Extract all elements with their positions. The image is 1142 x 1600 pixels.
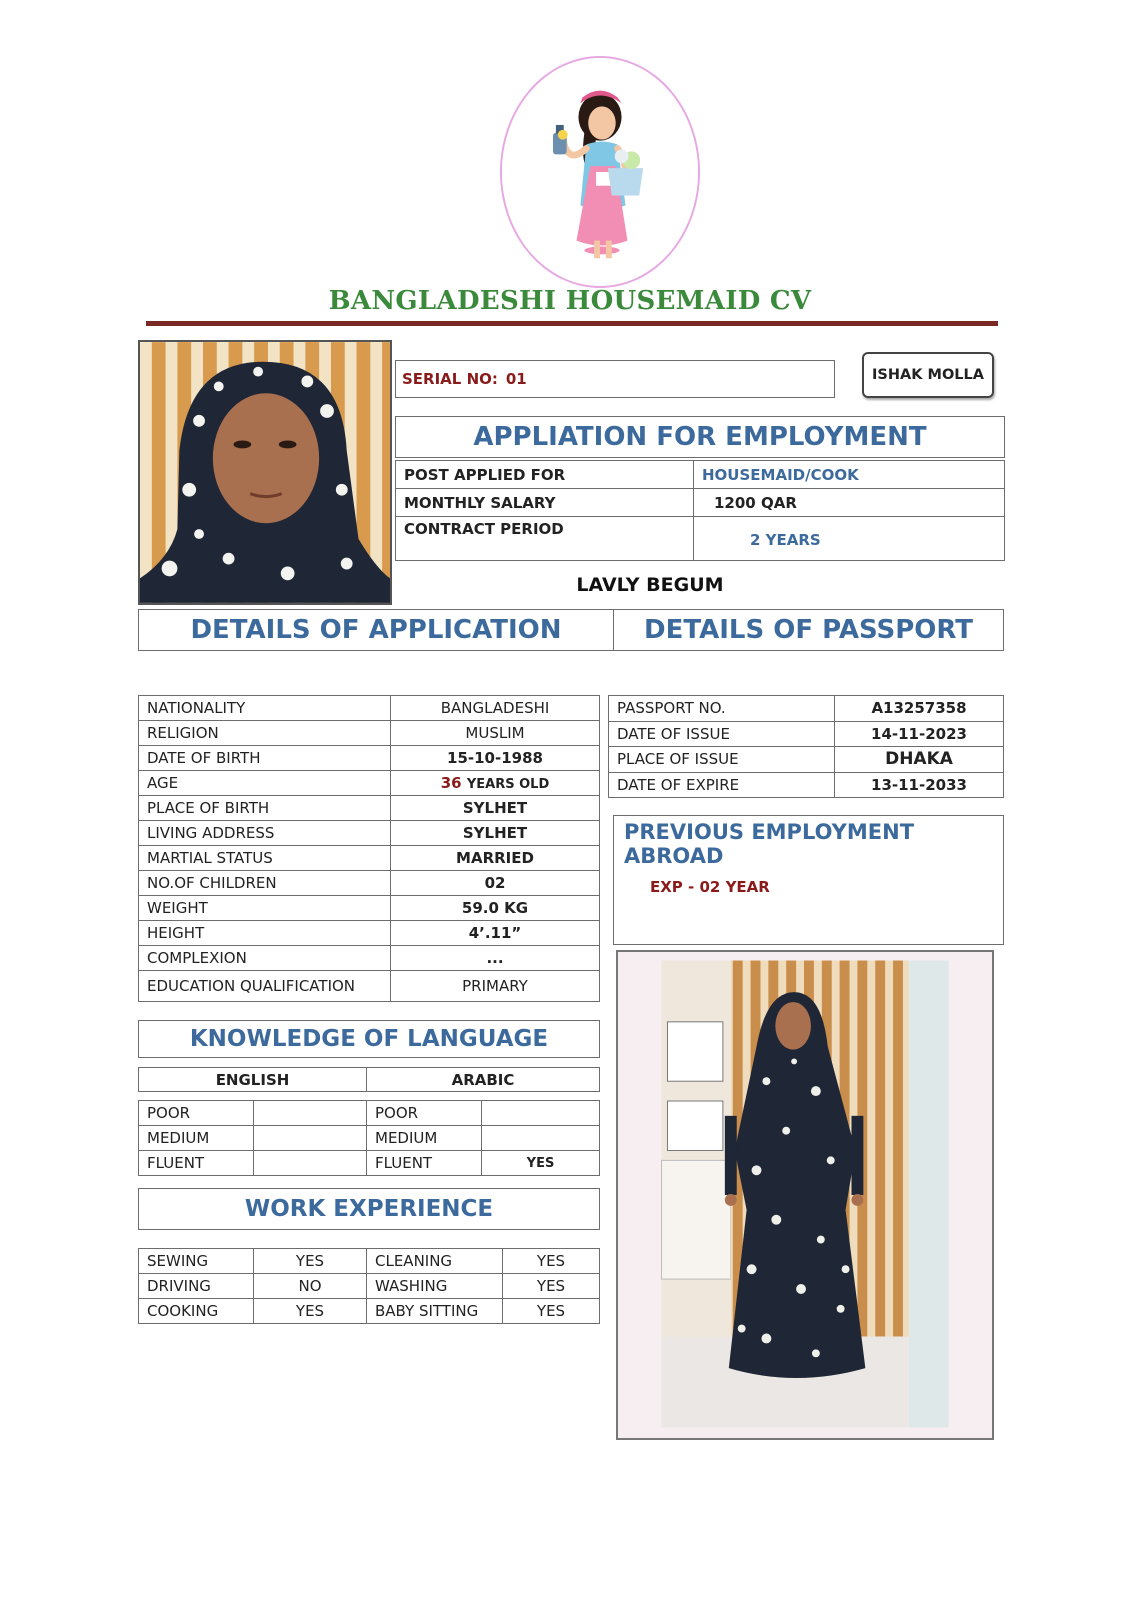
language-levels-table [138, 1100, 600, 1176]
religion-value: MUSLIM [391, 721, 600, 746]
cooking-value: YES [254, 1299, 367, 1324]
place-of-issue-label: PLACE OF ISSUE [609, 747, 835, 773]
education-value: PRIMARY [391, 971, 600, 1002]
sewing-label: SEWING [139, 1249, 254, 1274]
english-poor-label: POOR [139, 1101, 254, 1126]
document-title: BANGLADESHI HOUSEMAID CV [328, 286, 812, 316]
title-divider [146, 321, 998, 326]
age-unit: YEARS OLD [466, 777, 550, 792]
table-row [139, 846, 600, 871]
height-value: 4’.11” [391, 921, 600, 946]
marital-status-label: MARTIAL STATUS [139, 846, 391, 871]
date-of-expire-value: 13-11-2033 [835, 772, 1004, 798]
place-of-birth-label: PLACE OF BIRTH [139, 796, 391, 821]
serial-value: 01 [505, 370, 527, 388]
washing-value: YES [503, 1274, 600, 1299]
table-row [139, 1101, 600, 1126]
arabic-poor-label: POOR [367, 1101, 482, 1126]
post-applied-value: HOUSEMAID/COOK [694, 461, 1005, 489]
date-of-expire-label: DATE OF EXPIRE [609, 772, 835, 798]
nationality-value: BANGLADESHI [391, 696, 600, 721]
dob-label: DATE OF BIRTH [139, 746, 391, 771]
passport-details-table [608, 695, 1004, 798]
passport-no-value: A13257358 [835, 696, 1004, 722]
table-row [139, 1126, 600, 1151]
arabic-medium-value [482, 1126, 600, 1151]
table-row [139, 771, 600, 796]
details-of-application-heading: DETAILS OF APPLICATION [138, 609, 614, 651]
table-row [139, 871, 600, 896]
place-of-birth-value: SYLHET [391, 796, 600, 821]
application-heading: APPLIATION FOR EMPLOYMENT [395, 416, 1005, 458]
complexion-label: COMPLEXION [139, 946, 391, 971]
english-fluent-label: FLUENT [139, 1151, 254, 1176]
arabic-fluent-value: YES [482, 1151, 600, 1176]
children-value: 02 [391, 871, 600, 896]
age-value [391, 771, 600, 796]
previous-employment-box [613, 815, 1004, 945]
table-row [139, 796, 600, 821]
table-row [139, 896, 600, 921]
table-row [139, 971, 600, 1002]
sewing-value: YES [254, 1249, 367, 1274]
table-row [396, 461, 1005, 489]
table-row [139, 746, 600, 771]
english-fluent-value [254, 1151, 367, 1176]
personal-details-table [138, 695, 600, 1002]
previous-employment-heading: PREVIOUS EMPLOYMENT ABROAD [624, 820, 915, 868]
monthly-salary-label: MONTHLY SALARY [396, 489, 694, 517]
contract-period-value: 2 YEARS [694, 517, 1005, 561]
dob-value: 15-10-1988 [391, 746, 600, 771]
driving-label: DRIVING [139, 1274, 254, 1299]
language-heading: KNOWLEDGE OF LANGUAGE [138, 1020, 600, 1058]
baby-sitting-value: YES [503, 1299, 600, 1324]
arabic-fluent-label: FLUENT [367, 1151, 482, 1176]
english-medium-value [254, 1126, 367, 1151]
children-label: NO.OF CHILDREN [139, 871, 391, 896]
housemaid-cleaning-icon [500, 56, 700, 288]
serial-number-box [395, 360, 835, 398]
table-row [139, 696, 600, 721]
candidate-portrait-photo [138, 340, 392, 605]
language-columns-table [138, 1067, 600, 1092]
english-poor-value [254, 1101, 367, 1126]
table-row [139, 921, 600, 946]
weight-value: 59.0 KG [391, 896, 600, 921]
candidate-full-photo [616, 950, 994, 1440]
table-row [396, 517, 1005, 561]
previous-employment-value: EXP - 02 YEAR [650, 878, 770, 896]
religion-label: RELIGION [139, 721, 391, 746]
arabic-medium-label: MEDIUM [367, 1126, 482, 1151]
place-of-issue-value: DHAKA [835, 747, 1004, 773]
table-row [139, 1068, 600, 1092]
arabic-column-header: ARABIC [367, 1068, 600, 1092]
table-row [609, 772, 1004, 798]
age-number: 36 [440, 774, 462, 792]
living-address-label: LIVING ADDRESS [139, 821, 391, 846]
table-row [139, 721, 600, 746]
age-label: AGE [139, 771, 391, 796]
candidate-name: LAVLY BEGUM [576, 574, 724, 596]
driving-value: NO [254, 1274, 367, 1299]
application-table [395, 460, 1005, 561]
table-row [609, 747, 1004, 773]
arabic-poor-value [482, 1101, 600, 1126]
table-row [139, 1299, 600, 1324]
marital-status-value: MARRIED [391, 846, 600, 871]
weight-label: WEIGHT [139, 896, 391, 921]
english-column-header: ENGLISH [139, 1068, 367, 1092]
serial-label: SERIAL NO: [402, 370, 498, 388]
baby-sitting-label: BABY SITTING [367, 1299, 503, 1324]
table-row [139, 1151, 600, 1176]
table-row [139, 1274, 600, 1299]
cooking-label: COOKING [139, 1299, 254, 1324]
nationality-label: NATIONALITY [139, 696, 391, 721]
cleaning-value: YES [503, 1249, 600, 1274]
table-row [609, 696, 1004, 722]
table-row [609, 721, 1004, 747]
education-label: EDUCATION QUALIFICATION [139, 971, 391, 1002]
table-row [139, 1249, 600, 1274]
date-of-issue-label: DATE OF ISSUE [609, 721, 835, 747]
work-experience-heading: WORK EXPERIENCE [138, 1188, 600, 1230]
complexion-value: ... [391, 946, 600, 971]
washing-label: WASHING [367, 1274, 503, 1299]
details-of-passport-heading: DETAILS OF PASSPORT [613, 609, 1004, 651]
cleaning-label: CLEANING [367, 1249, 503, 1274]
passport-no-label: PASSPORT NO. [609, 696, 835, 722]
table-row [139, 946, 600, 971]
work-experience-table [138, 1248, 600, 1324]
contract-period-label: CONTRACT PERIOD [396, 517, 694, 561]
english-medium-label: MEDIUM [139, 1126, 254, 1151]
post-applied-label: POST APPLIED FOR [396, 461, 694, 489]
date-of-issue-value: 14-11-2023 [835, 721, 1004, 747]
agent-name-badge: ISHAK MOLLA [862, 352, 994, 398]
table-row [396, 489, 1005, 517]
monthly-salary-value: 1200 QAR [694, 489, 1005, 517]
table-row [139, 821, 600, 846]
living-address-value: SYLHET [391, 821, 600, 846]
height-label: HEIGHT [139, 921, 391, 946]
